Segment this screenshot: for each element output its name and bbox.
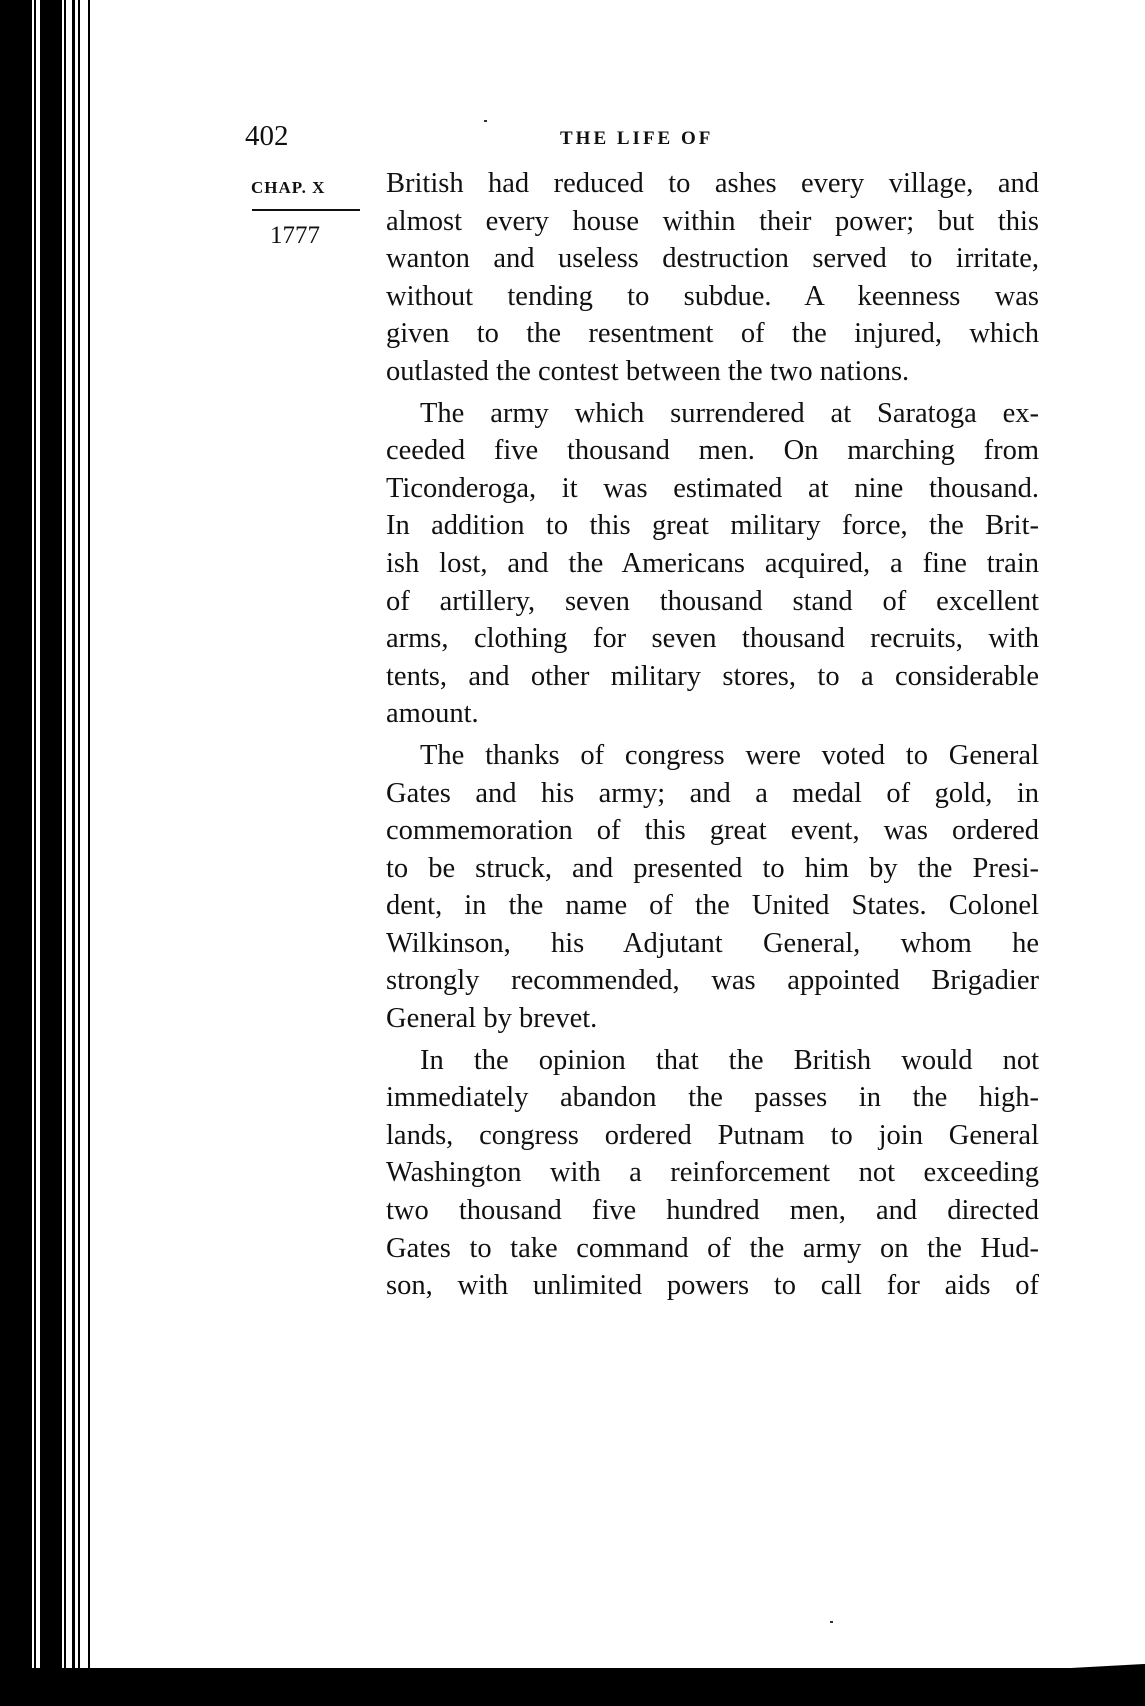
text-line: almost every house within their power; but this [386,205,1039,237]
margin-year: 1777 [270,222,320,249]
text-line: arms, clothing for seven thousand recruits, with [386,623,1039,655]
text-line: ish lost, and the Americans acquired, a fine train [386,547,1039,579]
text-line: tents, and other military stores, to a considerable [386,660,1039,692]
text-line: immediately abandon the passes in the high- [386,1082,1039,1114]
paragraph [386,395,1039,733]
text-line: son, with unlimited powers to call for aids of [386,1270,1039,1302]
text-line: to be struck, and presented to him by the Presi- [386,852,1039,884]
text-line: British had reduced to ashes every village, and [386,168,1039,199]
page-number: 402 [245,120,289,152]
margin-chapter-label: CHAP. X [251,178,326,197]
text-line: In the opinion that the British would not [420,1044,1039,1076]
text-line: General by brevet. [386,1003,598,1035]
text-line: outlasted the contest between the two nations. [386,355,910,387]
text-line: Gates to take command of the army on the Hud- [386,1232,1039,1264]
running-head: THE LIFE OF [560,128,714,149]
text-line: commemoration of this great event, was ordered [386,815,1039,847]
margin-rule [252,209,360,211]
text-line: Washington with a reinforcement not exceeding [386,1157,1039,1189]
text-line: The army which surrendered at Saratoga ex- [420,397,1039,429]
text-line: In addition to this great military force, the Brit- [386,510,1039,542]
text-line: two thousand five hundred men, and directed [386,1195,1039,1227]
paragraph [386,1042,1039,1305]
text-line: strongly recommended, was appointed Brigadier [386,965,1039,997]
text-line: The thanks of congress were voted to General [420,739,1039,771]
speck [484,120,487,122]
text-line: dent, in the name of the United States. Colonel [386,890,1039,922]
text-line: amount. [386,698,479,730]
text-line: of artillery, seven thousand stand of excellent [386,585,1039,617]
scan-binding-edge [0,0,92,1706]
text-line: ceeded five thousand men. On marching from [386,435,1039,467]
text-line: lands, congress ordered Putnam to join General [386,1119,1039,1151]
body-text [386,165,1039,1309]
text-line: Gates and his army; and a medal of gold, in [386,777,1039,809]
text-line: wanton and useless destruction served to irritate, [386,243,1039,275]
paragraph [386,737,1039,1038]
paragraph [386,165,1039,391]
text-line: given to the resentment of the injured, which [386,318,1039,350]
text-line: Ticonderoga, it was estimated at nine thousand. [386,472,1039,504]
text-line: without tending to subdue. A keenness was [386,280,1039,312]
text-line: Wilkinson, his Adjutant General, whom he [386,927,1039,959]
speck [830,1621,833,1623]
